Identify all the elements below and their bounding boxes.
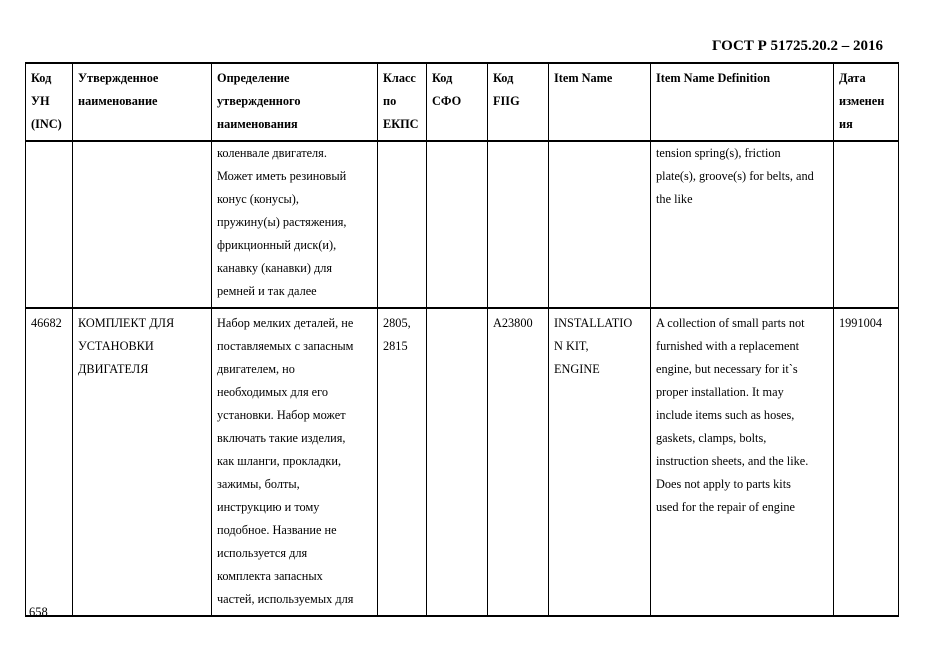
col-header-change-date: [834, 63, 899, 141]
cell-line: (INC): [31, 117, 62, 131]
cell-change-date: [834, 141, 899, 308]
standard-title: ГОСТ Р 51725.20.2 – 2016: [712, 38, 884, 54]
cell-line: ия: [839, 117, 853, 131]
cell-line: Может иметь резиновый: [217, 169, 347, 183]
cell-line: Утвержденное: [78, 71, 159, 85]
cell-line: изменен: [839, 94, 885, 108]
cell-line: установки. Набор может: [217, 408, 346, 422]
table-header-row: [26, 63, 899, 141]
cell-approved-name: [73, 308, 212, 616]
cell-inc: [26, 141, 73, 308]
cell-line: Дата: [839, 71, 866, 85]
cell-line: include items such as hoses,: [656, 408, 795, 422]
cell-line: инструкцию и тому: [217, 500, 320, 514]
cell-change-date: [834, 308, 899, 616]
cell-item-name: [549, 308, 651, 616]
cell-line: A23800: [493, 316, 533, 330]
cell-line: gaskets, clamps, bolts,: [656, 431, 767, 445]
table-row: [26, 308, 899, 616]
cell-inc: [26, 308, 73, 616]
cell-line: 2805,: [383, 316, 411, 330]
cell-line: коленвале двигателя.: [217, 146, 327, 160]
col-header-definition-ru: [212, 63, 378, 141]
cell-sfo: [427, 308, 488, 616]
cell-line: Код: [432, 71, 453, 85]
cell-item-name-definition: [651, 308, 834, 616]
cell-line: как шланги, прокладки,: [217, 454, 342, 468]
cell-line: частей, используемых для: [217, 592, 354, 606]
cell-line: подобное. Название не: [217, 523, 337, 537]
cell-line: поставляемых с запасным: [217, 339, 354, 353]
cell-line: ремней и так далее: [217, 284, 317, 298]
cell-line: FIIG: [493, 94, 520, 108]
cell-line: зажимы, болты,: [217, 477, 300, 491]
cell-line: ДВИГАТЕЛЯ: [78, 362, 149, 376]
cell-line: instruction sheets, and the like.: [656, 454, 809, 468]
col-header-fiig: [488, 63, 549, 141]
cell-line: Item Name Definition: [656, 71, 771, 85]
cell-line: engine, but necessary for it`s: [656, 362, 798, 376]
cell-line: фрикционный диск(и),: [217, 238, 337, 252]
cell-line: УН: [31, 94, 50, 108]
cell-line: tension spring(s), friction: [656, 146, 781, 160]
cell-line: INSTALLATIO: [554, 316, 633, 330]
cell-line: КОМПЛЕКТ ДЛЯ: [78, 316, 175, 330]
cell-line: ЕКПС: [383, 117, 419, 131]
cell-line: утвержденного: [217, 94, 301, 108]
cell-line: Item Name: [554, 71, 613, 85]
cell-line: наименования: [217, 117, 298, 131]
cell-line: the like: [656, 192, 693, 206]
cell-line: Код: [493, 71, 514, 85]
cell-line: УСТАНОВКИ: [78, 339, 154, 353]
cell-approved-name: [73, 141, 212, 308]
cell-line: furnished with a replacement: [656, 339, 800, 353]
cell-line: 46682: [31, 316, 62, 330]
cell-line: необходимых для его: [217, 385, 329, 399]
cell-line: Класс: [383, 71, 416, 85]
cell-line: пружину(ы) растяжения,: [217, 215, 347, 229]
cell-sfo: [427, 141, 488, 308]
cell-line: канавку (канавки) для: [217, 261, 333, 275]
cell-line: N KIT,: [554, 339, 589, 353]
cell-line: 1991004: [839, 316, 883, 330]
col-header-sfo: [427, 63, 488, 141]
cell-line: комплекта запасных: [217, 569, 323, 583]
col-header-item-name: [549, 63, 651, 141]
cell-definition-ru: [212, 141, 378, 308]
page-number: 658: [29, 605, 48, 619]
cell-line: Код: [31, 71, 52, 85]
cell-line: двигателем, но: [217, 362, 295, 376]
cell-item-name-definition: [651, 141, 834, 308]
col-header-approved-name: [73, 63, 212, 141]
cell-line: ENGINE: [554, 362, 600, 376]
cell-line: Does not apply to parts kits: [656, 477, 791, 491]
col-header-inc: [26, 63, 73, 141]
cell-line: plate(s), groove(s) for belts, and: [656, 169, 814, 183]
cell-line: включать такие изделия,: [217, 431, 346, 445]
item-name-table: [25, 62, 899, 617]
cell-definition-ru: [212, 308, 378, 616]
cell-ekps: [378, 308, 427, 616]
cell-line: СФО: [432, 94, 462, 108]
cell-item-name: [549, 141, 651, 308]
cell-line: наименование: [78, 94, 158, 108]
col-header-ekps: [378, 63, 427, 141]
cell-line: используется для: [217, 546, 308, 560]
cell-line: по: [383, 94, 397, 108]
cell-line: 2815: [383, 339, 408, 353]
cell-line: конус (конусы),: [217, 192, 299, 206]
cell-fiig: [488, 141, 549, 308]
cell-line: Определение: [217, 71, 290, 85]
col-header-item-name-definition: [651, 63, 834, 141]
cell-line: proper installation. It may: [656, 385, 784, 399]
cell-ekps: [378, 141, 427, 308]
cell-fiig: [488, 308, 549, 616]
table-row: [26, 141, 899, 308]
cell-line: Набор мелких деталей, не: [217, 316, 354, 330]
cell-line: A collection of small parts not: [656, 316, 805, 330]
cell-line: used for the repair of engine: [656, 500, 795, 514]
